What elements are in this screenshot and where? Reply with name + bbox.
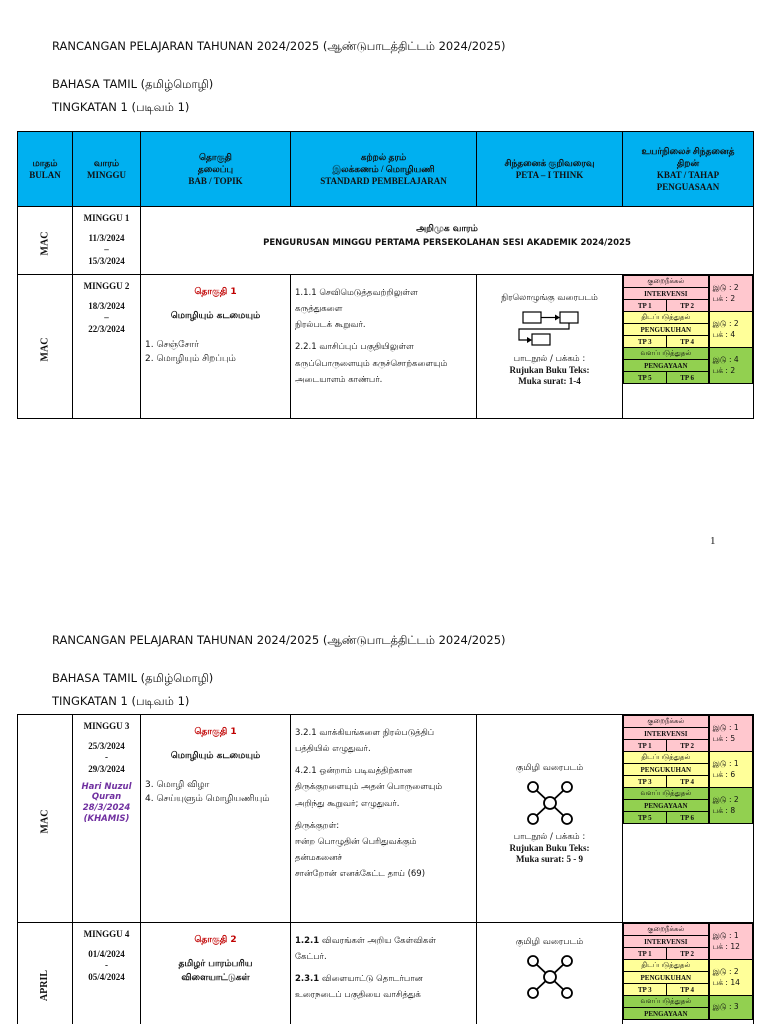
kbat-cell <box>623 275 754 419</box>
holiday-note: Hari Nuzul Quran 28/3/2024 (KHAMIS) <box>81 781 132 824</box>
topic-cell: தொகுதி 2 தமிழர் பாரம்பரிய விளையாட்டுகள் <box>141 923 291 1024</box>
month-cell: MAC <box>18 207 73 275</box>
form-line: TINGKATAN 1 (படிவம் 1) <box>52 694 190 708</box>
week-cell: MINGGU 3 25/3/2024 - 29/3/2024 Hari Nuzul Quran 28/3/2024 (KHAMIS) <box>73 715 141 923</box>
col-topic: தொகுதி தலைப்பு BAB / TOPIK <box>141 132 291 207</box>
kbat-levels: குறைநீக்கல் இடு : 1 பக் : 12 INTERVENSI TP 1 TP 2 திடப்படுத்துதல் இடு : 2 பக் : 14 PENGUKUHAN TP 3 TP 4 வளப்படுத்துதல் இடு : 3 PENGAYAAN <box>623 923 753 1020</box>
col-kbat: உயர்நிலைச் சிந்தனைத் திறன் KBAT / TAHAP PENGUASAAN <box>623 132 754 207</box>
month-cell: MAC <box>18 715 73 923</box>
subtopic: 3. மொழி விழா <box>145 779 210 790</box>
col-standard: கற்றல் தரம் இலக்கணம் / மொழியணி STANDARD PEMBELAJARAN <box>291 132 477 207</box>
standard-cell: 1.2.1 விவரங்கள் அறிய கேள்விகள் கேட்பர். 2.3.1 விளையாட்டு தொடர்பான உரைநடைப் பகுதியை வாசித்துக் <box>291 923 477 1024</box>
topic-cell: தொகுதி 1 மொழியும் கடமையும் 3. மொழி விழா 4. செய்யுளும் மொழியணியும் <box>141 715 291 923</box>
form-line: TINGKATAN 1 (படிவம் 1) <box>52 100 190 114</box>
doc-title: RANCANGAN PELAJARAN TAHUNAN 2024/2025 (ஆண்டுபாடத்திட்டம் 2024/2025) <box>52 39 506 53</box>
subject-line: BAHASA TAMIL (தமிழ்மொழி) <box>52 671 214 685</box>
bubble-map-icon <box>525 954 575 1000</box>
ithink-cell: குமிழி வரைபடம் பாடநூல் / பக்கம் : Rujukan Buku Teks: Muka surat: 5 - 9 <box>477 715 623 923</box>
flow-map-icon <box>515 310 585 348</box>
kbat-levels: குறைநீக்கல் இடு : 2 பக் : 2 INTERVENSI TP 1 TP 2 திடப்படுத்துதல் இடு : 2 பக் : 4 PENGUKUHAN TP 3 TP 4 வளப்படுத்துதல் இடு : 4 பக் : 2 PENGAYAAN TP 5 TP 6 <box>623 275 753 384</box>
col-ithink: சிந்தனைக் குறிவரைவு PETA – I THINK <box>477 132 623 207</box>
week-cell: MINGGU 4 01/4/2024 - 05/4/2024 <box>73 923 141 1024</box>
table-row <box>18 923 754 1024</box>
ithink-cell: நிரலொழுங்கு வரைபடம் பாடநூல் / பக்கம் : Rujukan Buku Teks: Muka surat: 1-4 <box>477 275 623 419</box>
page-number: 1 <box>710 535 716 547</box>
month-cell: APRIL <box>18 923 73 1024</box>
bubble-map-icon <box>525 780 575 826</box>
subtopic: 2. மொழியும் சிறப்பும் <box>145 353 236 364</box>
col-month: மாதம் BULAN <box>18 132 73 207</box>
intro-week-cell: அறிமுக வாரம் PENGURUSAN MINGGU PERTAMA PERSEKOLAHAN SESI AKADEMIK 2024/2025 <box>141 207 754 275</box>
standard-cell: 1.1.1 செவிமெடுத்தவற்றிலுள்ள கருத்துகளை நிரல்படக் கூறுவர். 2.2.1 வாசிப்புப் பகுதியிலுள்ள கருப்பொருளையும் கருச்சொற்களையும் அடையாளம் காண்பர். <box>291 275 477 419</box>
subtopic: 4. செய்யுளும் மொழியணியும் <box>145 793 270 804</box>
lesson-plan-table-page2 <box>17 714 754 1024</box>
table-row <box>18 207 754 275</box>
lesson-plan-table-page1 <box>17 131 754 419</box>
kbat-levels: குறைநீக்கல் இடு : 1 பக் : 5 INTERVENSI TP 1 TP 2 திடப்படுத்துதல் இடு : 1 பக் : 6 PENGUKUHAN TP 3 TP 4 வளப்படுத்துதல் இடு : 2 பக் : 8 PENGAYAAN TP 5 TP 6 <box>623 715 753 824</box>
table-row <box>18 715 754 923</box>
subject-line: BAHASA TAMIL (தமிழ்மொழி) <box>52 77 214 91</box>
kbat-cell <box>623 715 754 923</box>
col-week: வாரம் MINGGU <box>73 132 141 207</box>
subtopic: 1. செஞ்சோர் <box>145 339 199 350</box>
month-cell: MAC <box>18 275 73 419</box>
week-cell: MINGGU 1 11/3/2024 – 15/3/2024 <box>73 207 141 275</box>
kbat-cell <box>623 923 754 1024</box>
standard-cell: 3.2.1 வாக்கியங்களை நிரல்படுத்திப் பத்தியில் எழுதுவர். 4.2.1 ஒன்றாம் படிவத்திற்கான திருக்குறளையும் அதன் பொருளையும் அறிந்து கூறுவர்; எழுதுவர். திருக்குறள்: ஈன்ற பொழுதின் பெரிதுவக்கும் தன்மகனைச் சான்றோன் எனக்கேட்ட தாய் (69) <box>291 715 477 923</box>
doc-title: RANCANGAN PELAJARAN TAHUNAN 2024/2025 (ஆண்டுபாடத்திட்டம் 2024/2025) <box>52 633 506 647</box>
table-row <box>18 275 754 419</box>
week-cell: MINGGU 2 18/3/2024 – 22/3/2024 <box>73 275 141 419</box>
ithink-cell: குமிழி வரைபடம் <box>477 923 623 1024</box>
topic-cell: தொகுதி 1 மொழியும் கடமையும் 1. செஞ்சோர் 2. மொழியும் சிறப்பும் <box>141 275 291 419</box>
